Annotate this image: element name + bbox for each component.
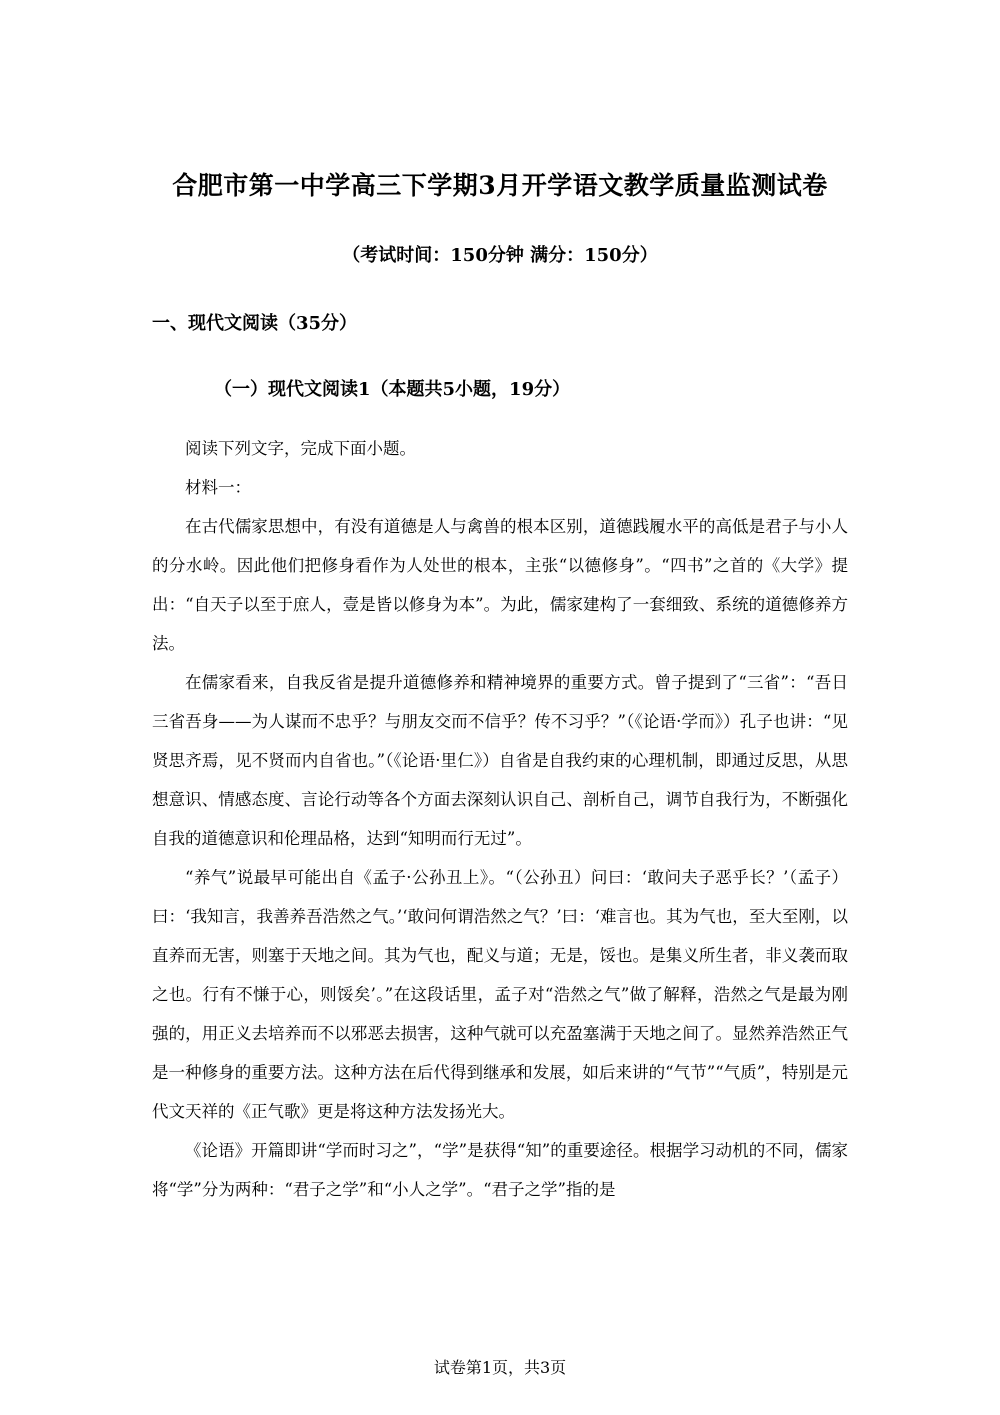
passage-paragraph: 在古代儒家思想中，有没有道德是人与禽兽的根本区别，道德践履水平的高低是君子与小人的分水岭。因此他们把修身看作为人处世的根本，主张“以德修身”。“四书”之首的《大学》提出：“自天子以至于庶人，壹是皆以修身为本”。为此，儒家建构了一套细致、系统的道德修养方法。 xyxy=(152,517,848,653)
instruction-paragraph: 阅读下列文字，完成下面小题。 xyxy=(185,439,416,458)
section-heading: 一、现代文阅读（35分） xyxy=(152,313,358,334)
page-footer: 试卷第1页，共3页 xyxy=(433,1358,567,1377)
reading-passage xyxy=(152,429,848,1209)
passage-paragraph: “养气”说最早可能出自《孟子·公孙丑上》。“（公孙丑）问曰：‘敢问夫子恶乎长？’（孟子）曰：‘我知言，我善养吾浩然之气。’‘敢问何谓浩然之气？’曰：‘难言也。其为气也，至大至刚，以直养而无害，则塞于天地之间。其为气也，配义与道；无是，馁也。是集义所生者，非义袭而取之也。行有不慊于心，则馁矣’。”在这段话里，孟子对“浩然之气”做了解释，浩然之气是最为刚强的，用正义去培养而不以邪恶去损害，这种气就可以充盈塞满于天地之间了。显然养浩然正气是一种修身的重要方法。这种方法在后代得到继承和发展，如后来讲的“气节”“气质”，特别是元代文天祥的《正气歌》更是将这种方法发扬光大。 xyxy=(152,868,848,1121)
subsection-heading: （一）现代文阅读1（本题共5小题，19分） xyxy=(214,379,571,400)
passage-paragraph: 《论语》开篇即讲“学而时习之”，“学”是获得“知”的重要途径。根据学习动机的不同，儒家将“学”分为两种：“君子之学”和“小人之学”。“君子之学”指的是 xyxy=(152,1141,848,1199)
exam-time-and-score: （考试时间：150分钟 满分：150分） xyxy=(342,245,658,266)
exam-title: 合肥市第一中学高三下学期3月开学语文教学质量监测试卷 xyxy=(172,171,828,200)
passage-paragraph: 在儒家看来，自我反省是提升道德修养和精神境界的重要方式。曾子提到了“三省”：“吾日三省吾身——为人谋而不忠乎？与朋友交而不信乎？传不习乎？”（《论语·学而》）孔子也讲：“见贤思齐焉，见不贤而内自省也。”（《论语·里仁》）自省是自我约束的心理机制，即通过反思，从思想意识、情感态度、言论行动等各个方面去深刻认识自己、剖析自己，调节自我行为，不断强化自我的道德意识和伦理品格，达到“知明而行无过”。 xyxy=(152,673,848,848)
material-label: 材料一： xyxy=(185,478,251,497)
